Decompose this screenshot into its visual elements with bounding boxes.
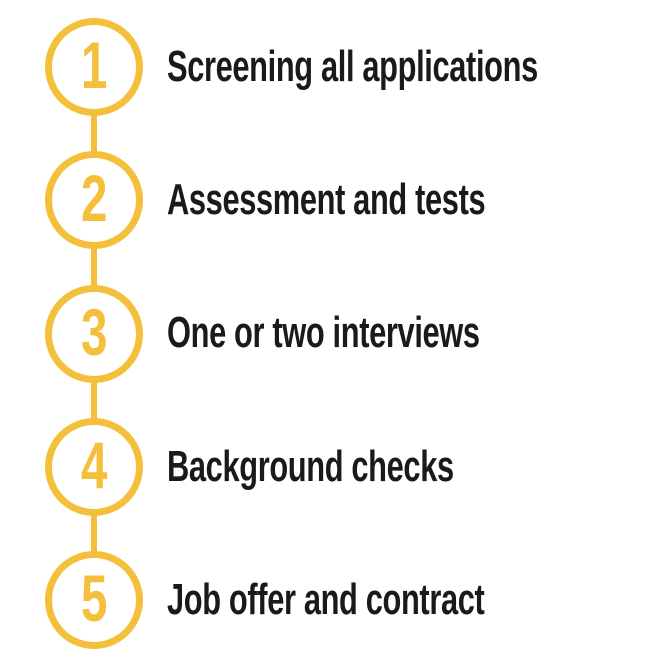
process-step-3 <box>0 267 669 400</box>
step-number: 4 <box>81 427 107 502</box>
process-step-5 <box>0 534 669 667</box>
step-number: 3 <box>81 294 107 369</box>
process-step-1 <box>0 0 669 133</box>
step-number-badge <box>45 418 143 516</box>
step-number-badge <box>45 151 143 249</box>
step-label: Job offer and contract <box>167 575 485 625</box>
step-label: One or two interviews <box>167 308 480 358</box>
step-number-badge <box>45 551 143 649</box>
step-number-badge <box>45 285 143 383</box>
step-number: 1 <box>81 27 107 102</box>
step-number: 5 <box>81 561 107 636</box>
process-step-2 <box>0 133 669 266</box>
step-number: 2 <box>81 161 107 236</box>
step-label: Assessment and tests <box>167 174 486 224</box>
step-label: Background checks <box>167 441 454 491</box>
step-label: Screening all applications <box>167 41 538 91</box>
process-step-4 <box>0 400 669 533</box>
step-number-badge <box>45 18 143 116</box>
